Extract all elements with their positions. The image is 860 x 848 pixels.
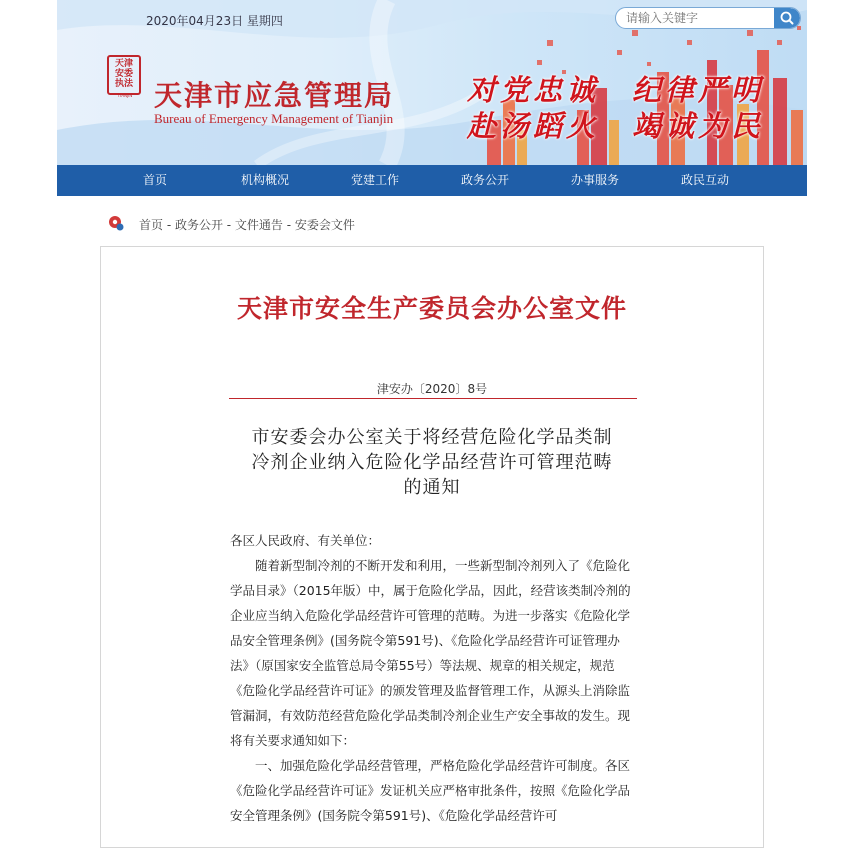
slogan-line-2: 赴汤蹈火 竭诚为民 [467,109,765,143]
bureau-logo-seal [107,55,141,95]
nav-item-about[interactable]: 机构概况 [240,173,289,187]
breadcrumb[interactable]: 首页 - 政务公开 - 文件通告 - 安委会文件 [139,218,355,232]
salutation: 各区人民政府、有关单位： [230,533,381,548]
seal-text: 天津 安委 执法 [114,59,133,89]
search-icon [774,8,800,28]
notice-title-line-2: 冷剂企业纳入危险化学品经营许可管理范畴 [251,452,613,473]
nav-item-home[interactable]: 首页 [142,173,167,187]
notice-title-line-1: 市安委会办公室关于将经营危险化学品类制 [251,427,613,448]
nav-item-gov-affairs[interactable]: 政务公开 [460,173,509,187]
bureau-name-en: Bureau of Emergency Management of Tianjin [154,111,394,126]
red-divider [229,398,637,399]
slogan-line-1: 对党忠诚 纪律严明 [467,73,765,107]
nav-item-party-work[interactable]: 党建工作 [350,173,399,187]
notice-title-line-3: 的通知 [403,477,461,498]
paragraph-2: 一、加强危险化学品经营管理，严格危险化学品经营许可制度。各区《危险化学品经营许可证》发证机关应严格审批条件，按照《危险化学品安全管理条例》(国务院令第591号)、《危险化学品经营许可 [230,758,631,823]
location-pin-icon [108,215,124,231]
notice-title [201,425,663,500]
paragraph-1: 随着新型制冷剂的不断开发和利用，一些新型制冷剂列入了《危险化学品目录》（2015年版）中，属于危险化学品，因此，经营该类制冷剂的企业应当纳入危险化学品经营许可管理的范畴。为进一步落实《危险化学品安全管理条例》(国务院令第591号)、《危险化学品经营许可证管理办法》（原国家安全监管总局令第55号）等法规、规章的相关规定，规范《危险化学品经营许可证》的颁发管理及监督管理工作，从源头上消除监管漏洞，有效防范经营危险化学品类制冷剂企业生产安全事故的发生。现将有关要求通知如下： [230,558,631,748]
seal-caption: TIANJIN [117,93,133,98]
bureau-name-cn: 天津市应急管理局 [154,79,395,112]
search-box[interactable] [615,7,801,29]
document-number: 津安办〔2020〕8号 [376,382,488,396]
site-header [57,0,807,165]
article-container [100,246,764,848]
main-nav [57,165,807,196]
nav-item-interaction[interactable]: 政民互动 [680,173,729,187]
nav-item-services[interactable]: 办事服务 [570,173,619,187]
search-button[interactable] [774,8,800,28]
article-body [230,528,638,828]
search-input[interactable] [616,8,776,28]
current-date: 2020年04月23日 星期四 [146,14,283,28]
document-header-title: 天津市安全生产委员会办公室文件 [236,294,627,323]
